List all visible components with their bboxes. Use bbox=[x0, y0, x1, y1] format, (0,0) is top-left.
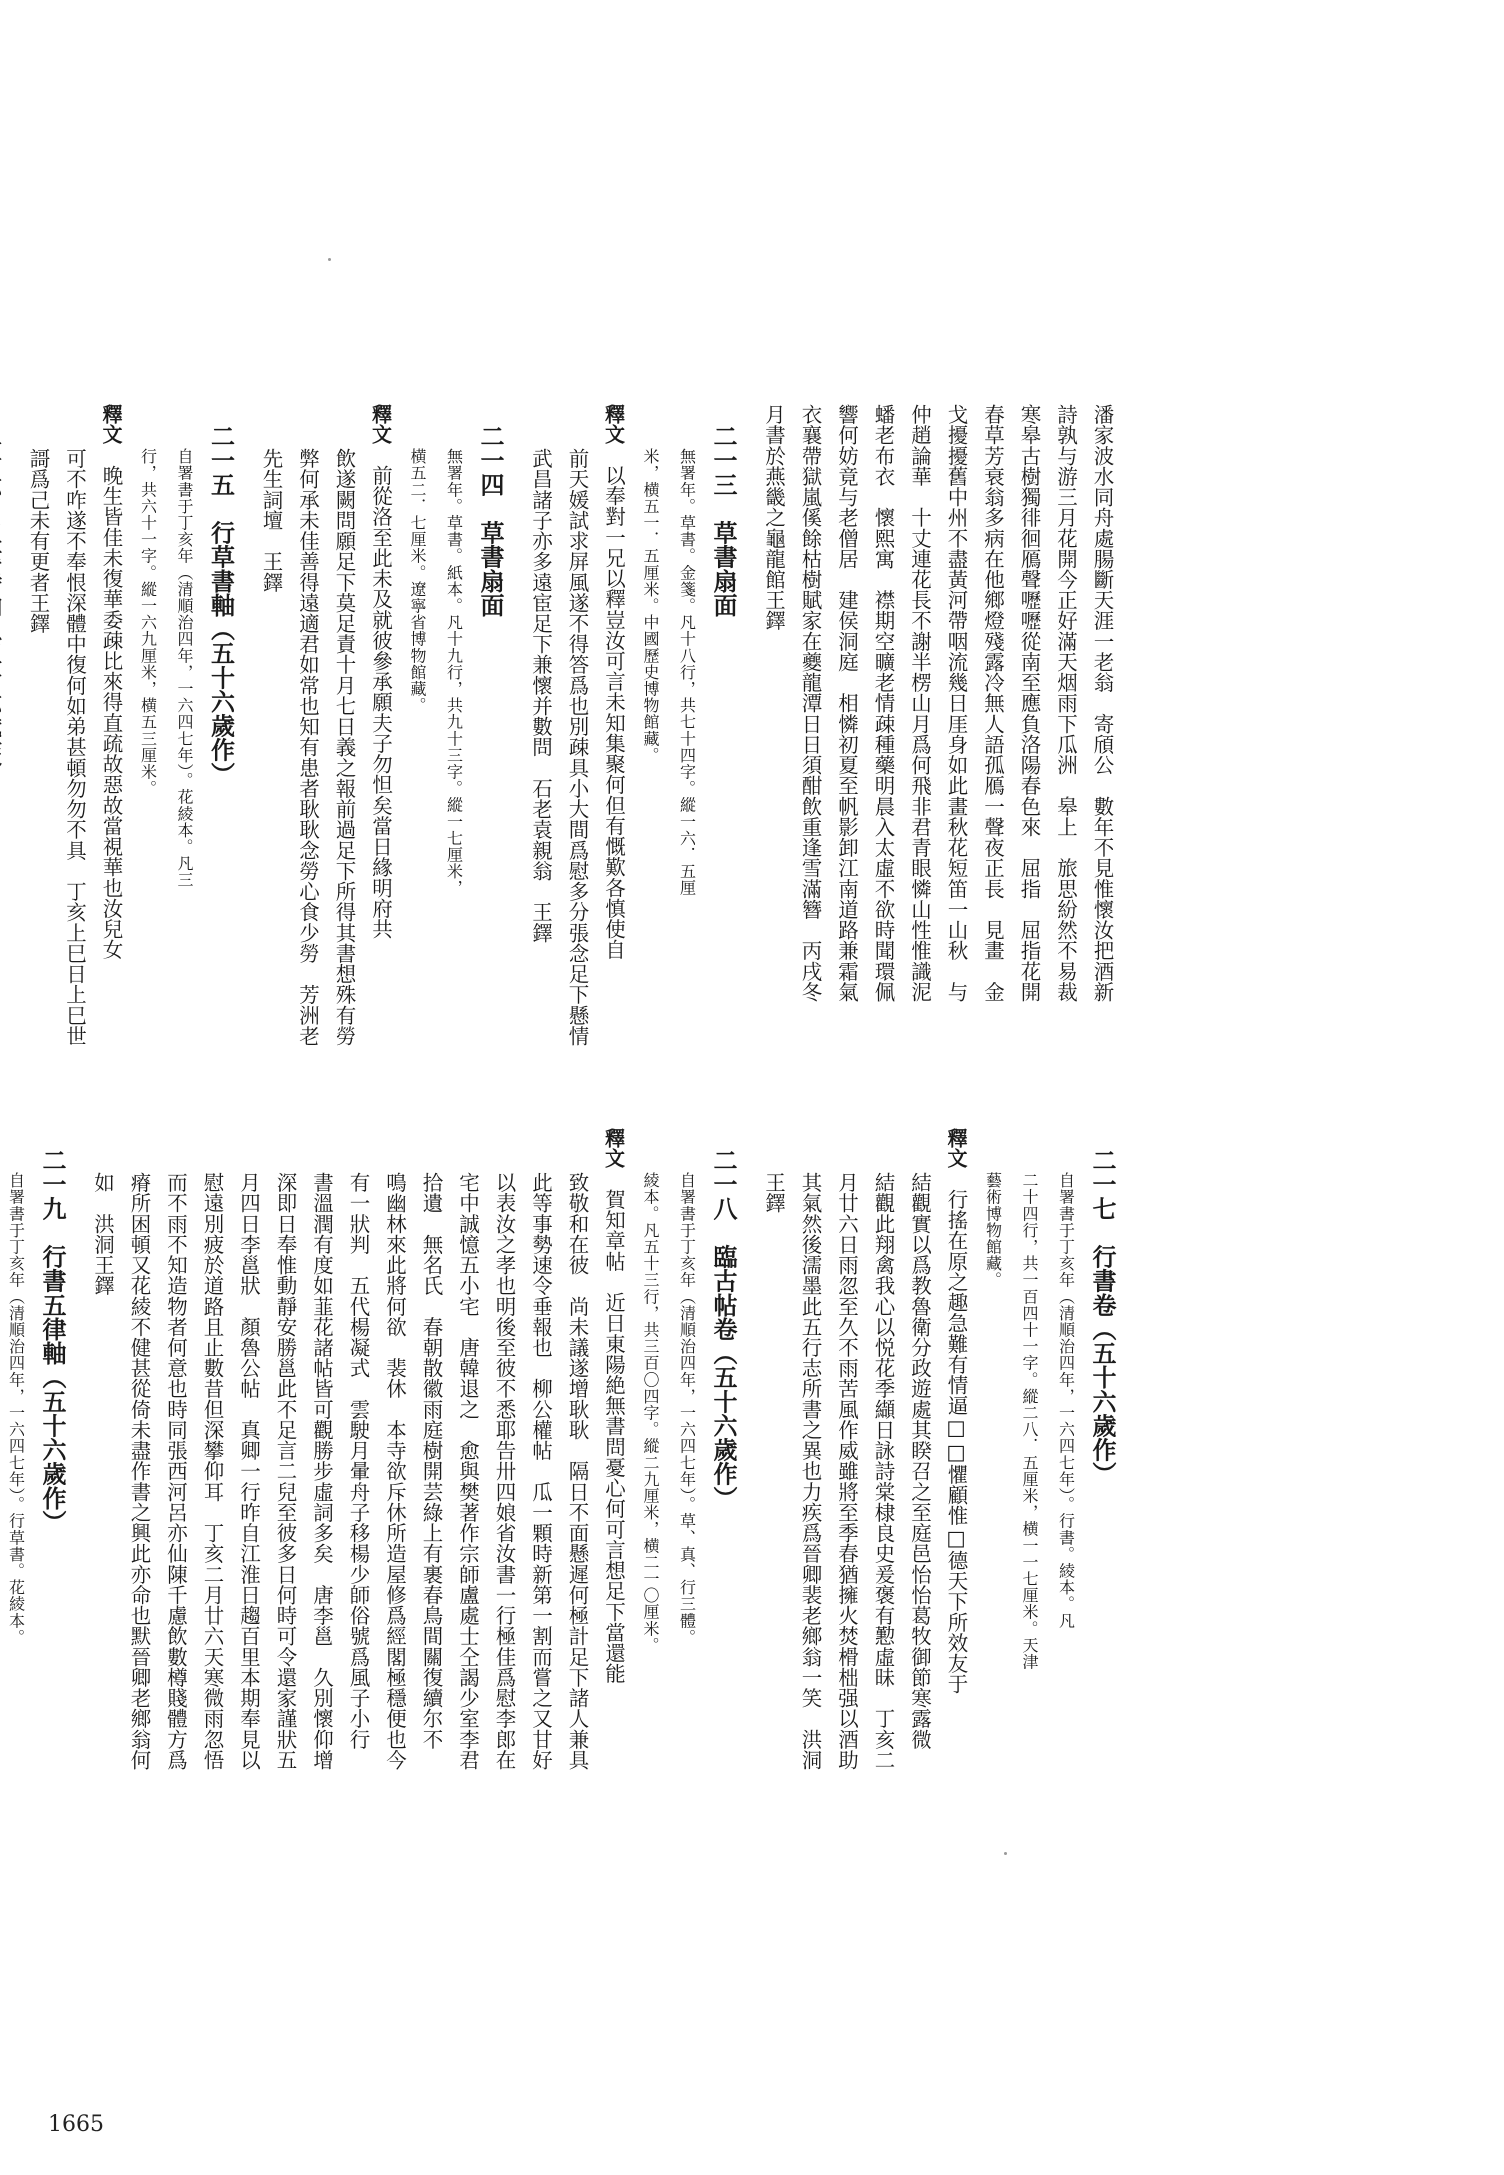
transcription-text: 行搖在原之趣急難有情逼□□懼顧惟□德天下所效友于 bbox=[944, 1188, 968, 1695]
transcription-column bbox=[595, 404, 632, 1102]
transcription-column: 拾遺 無名氏 春朝散徽雨庭樹開芸綠上有裹春鳥間關復續尔不 bbox=[419, 1172, 443, 1750]
transcription-column: 而不雨不知造物者何意也時同張西河呂亦仙陳千慮飲數樽賤體方爲 bbox=[163, 1172, 188, 1770]
transcription-text: 晚生皆佳未復華委疎比來得直疏故惡故當視華也汝兒女 bbox=[99, 464, 123, 960]
transcription-column: 可不咋遂不奉恨深體中復何如弟甚頓勿勿不具 丁亥上巳日上巳世 bbox=[62, 448, 87, 1046]
transcription-column: 有一狀判 五代楊凝式 雲駛月暈舟子移楊少師俗號爲風子小行 bbox=[346, 1172, 370, 1750]
transcription-column: 此等事勢速令垂報也 柳公權帖 瓜一顆時新第一割而嘗之又甘好 bbox=[528, 1172, 553, 1770]
scan-speck bbox=[1004, 1852, 1007, 1855]
entry-description: 自署書于丁亥年（清順治四年，一六四七年）。行草書。花綾本。 bbox=[6, 1172, 26, 1646]
poem-text-column: 衣襄帶獄嵐傒餘枯樹賦家在夔龍潭日日須酣飲重逢雪滿簪 丙戌冬 bbox=[798, 404, 822, 1002]
transcription-column bbox=[93, 404, 130, 1102]
transcription-column: 武昌諸子亦多遠宦足下兼懷并數問 石老袁親翁 王鐸 bbox=[528, 448, 553, 943]
transcription-column: 結觀此翔禽我心以悦花季纈日詠詩棠棣良史爰褒有懃虛昧 丁亥二 bbox=[871, 1172, 895, 1770]
entry-description: 自署書于丁亥年（清順治四年，一六四七年）。行書。綾本。凡 bbox=[1056, 1172, 1076, 1629]
transcription-column: 書溫潤有度如韮花諸帖皆可觀勝步虛詞多矣 唐李邕 久別懷仰增 bbox=[309, 1172, 334, 1770]
transcription-label: 釋文 bbox=[944, 1128, 968, 1169]
poem-text-column: 蟠老布衣 懷熙寓 襟期空曠老情疎種藥明晨入太虛不欲時聞環佩 bbox=[871, 404, 895, 1002]
entry-description: 自署書于丁亥年（清順治四年，一六四七年）。草、真、行三體。 bbox=[677, 1172, 697, 1646]
catalogue-entry bbox=[755, 404, 1120, 1102]
transcription-label: 釋文 bbox=[601, 1128, 626, 1169]
catalogue-entry bbox=[253, 404, 509, 1102]
transcription-column: 結觀實以爲教魯衛分政遊處其睽召之至庭邑怡怡葛牧御節寒露微 bbox=[907, 1172, 932, 1750]
poem-text-column: 戈擾擾舊中州不盡黃河帶咽流幾日厓身如此畫秋花短笛一山秋 与 bbox=[944, 404, 968, 1002]
transcription-column bbox=[362, 404, 399, 1102]
transcription-column: 宅中誠憶五小宅 唐韓退之 愈與樊著作宗師盧處士仝謁少室李君 bbox=[455, 1172, 480, 1770]
transcription-column: 謌爲己未有更者王鐸 bbox=[26, 448, 50, 634]
bottom-text-band bbox=[0, 1128, 1120, 1826]
entry-description: 綾本。凡五十三行，共三百〇四字。縱二九厘米，横二一〇厘米。 bbox=[641, 1172, 660, 1654]
transcription-column: 先生詞壇 王鐸 bbox=[259, 448, 283, 593]
entry-heading: 二一九 行書五律軸（五十六歲作） bbox=[38, 1148, 66, 1534]
entry-description: 横五二．七厘米。遼寧省博物館藏。 bbox=[408, 448, 427, 714]
entry-description: 無署年。草書。紙本。凡十九行，共九十三字。縱一七厘米， bbox=[444, 448, 464, 897]
transcription-label: 釋文 bbox=[601, 404, 626, 445]
page-number: 1665 bbox=[48, 2112, 104, 2137]
top-text-band bbox=[0, 404, 1120, 1102]
poem-text-column: 月書於燕畿之龜龍館王鐸 bbox=[761, 404, 786, 631]
catalogue-entry bbox=[0, 1128, 70, 1826]
entry-description: 無署年。草書。金箋。凡十八行，共七十四字。縱一六．五厘 bbox=[677, 448, 697, 897]
transcription-text: 前從洛至此未及就彼參承願夫子勿怛矣當日緣明府共 bbox=[368, 464, 393, 940]
catalogue-entry bbox=[84, 1128, 741, 1826]
poem-text-column: 潘家波水同舟處腸斷天涯一老翁 寄頎公 數年不見惟懷汝把酒新 bbox=[1090, 404, 1114, 1002]
catalogue-entry bbox=[0, 404, 6, 1102]
catalogue-entry bbox=[522, 404, 741, 1102]
transcription-column: 月廿六日雨忽至久不雨苦風作威雖將至季春猶擁火焚榾柮强以酒助 bbox=[834, 1172, 859, 1770]
poem-text-column: 響何妨竟与老僧居 建侯洞庭 相憐初夏至帆影卸江南道路兼霜氣 bbox=[834, 404, 859, 1002]
entry-heading: 二一四 草書扇面 bbox=[476, 424, 504, 617]
entry-description: 自署書于丁亥年（清順治四年，一六四七年）。花綾本。凡三 bbox=[175, 448, 194, 889]
entry-heading bbox=[0, 404, 6, 1122]
entry-heading: 二一五 行草書軸（五十六歲作） bbox=[206, 424, 235, 786]
poem-text-column: 寒皋古樹獨徘徊鴈聲嚦嚦從南至應負洛陽春色來 屈指 屈指花開 bbox=[1017, 404, 1041, 1002]
entry-heading: 二一七 行書卷（五十六歲作） bbox=[1088, 1148, 1116, 1486]
transcription-column: 如 洪洞王鐸 bbox=[90, 1172, 115, 1296]
transcription-column: 鳴幽林來此將何欲 裴休 本寺欲斥休所造屋修爲經閣極穩便也今 bbox=[382, 1172, 407, 1770]
entry-heading: 二一三 草書扇面 bbox=[709, 424, 737, 617]
transcription-column: 前天媛試求屏風遂不得答爲也別疎具小大間爲慰多分張念足下懸情 bbox=[565, 448, 589, 1046]
catalogue-entry bbox=[20, 404, 239, 1102]
transcription-label: 釋文 bbox=[99, 404, 123, 445]
transcription-text: 賀知章帖 近日東陽絶無書問憂心何可言想足下當還能 bbox=[601, 1188, 626, 1684]
poem-text-column: 春草芳衰翁多病在他鄉燈殘露冷無人語孤鴈一聲夜正長 見畫 金 bbox=[980, 404, 1005, 1002]
transcription-label: 釋文 bbox=[368, 404, 393, 445]
poem-text-column: 仲趙論華 十丈連花長不謝半楞山月爲何飛非君青眼憐山性惟識泥 bbox=[907, 404, 932, 1002]
poem-text-column: 詩孰与游三月花開今正好滿天烟雨下瓜洲 皋上 旅思紛然不易裁 bbox=[1053, 404, 1078, 1002]
catalogue-entry bbox=[755, 1128, 1120, 1826]
transcription-column bbox=[938, 1128, 975, 1826]
transcription-column: 弊何承未佳善得遠適君如常也知有患者耿耿念勞心食少勞 芳洲老 bbox=[295, 448, 320, 1046]
transcription-column: 慰遠別疲於道路且止數昔但深攀仰耳 丁亥二月廿六天寒微雨忽悟 bbox=[200, 1172, 224, 1770]
transcription-column: 其氣然後濡墨此五行志所書之異也力疾爲晉卿裴老鄉翁一笑 洪洞 bbox=[798, 1172, 822, 1770]
transcription-column: 致敬和在彼 尚未議遂增耿耿 隔日不面懸遲何極計足下諸人兼具 bbox=[565, 1172, 589, 1770]
entry-description: 行，共六十一字。縱一六九厘米，横五三厘米。 bbox=[138, 448, 158, 797]
scan-speck bbox=[328, 258, 331, 261]
entry-description: 米，横五一．五厘米。中國歷史博物館藏。 bbox=[641, 448, 660, 764]
transcription-text: 以奉對一兄以釋豈汝可言未知集聚何但有慨歎各慎使自 bbox=[601, 464, 626, 960]
transcription-column: 深即日奉惟動靜安勝邕此不足言二兒至彼多日何時可令還家謹狀五 bbox=[273, 1172, 297, 1770]
transcription-column: 飲遂闕問願足下莫足責十月七日義之報前過足下所得其書想殊有勞 bbox=[332, 448, 356, 1046]
entry-heading: 二一八 臨古帖卷（五十六歲作） bbox=[709, 1148, 737, 1510]
entry-description: 二十四行，共一百四十一字。縱二八．五厘米，横一一七厘米。天津 bbox=[1020, 1172, 1039, 1670]
transcription-column: 瘠所困頓又花綾不健甚從倚未盡作書之興此亦命也默晉卿老鄉翁何 bbox=[127, 1172, 151, 1770]
transcription-column bbox=[595, 1128, 632, 1826]
transcription-column: 月四日李邕狀 顏魯公帖 真卿一行昨自江淮日趨百里本期奉見以 bbox=[236, 1172, 261, 1770]
transcription-column: 王鐸 bbox=[761, 1172, 786, 1214]
transcription-column: 以表汝之孝也明後至彼不悉耶告卅四娘省汝書一行極佳爲慰李郎在 bbox=[492, 1172, 516, 1770]
entry-description: 藝術博物館藏。 bbox=[983, 1172, 1003, 1289]
